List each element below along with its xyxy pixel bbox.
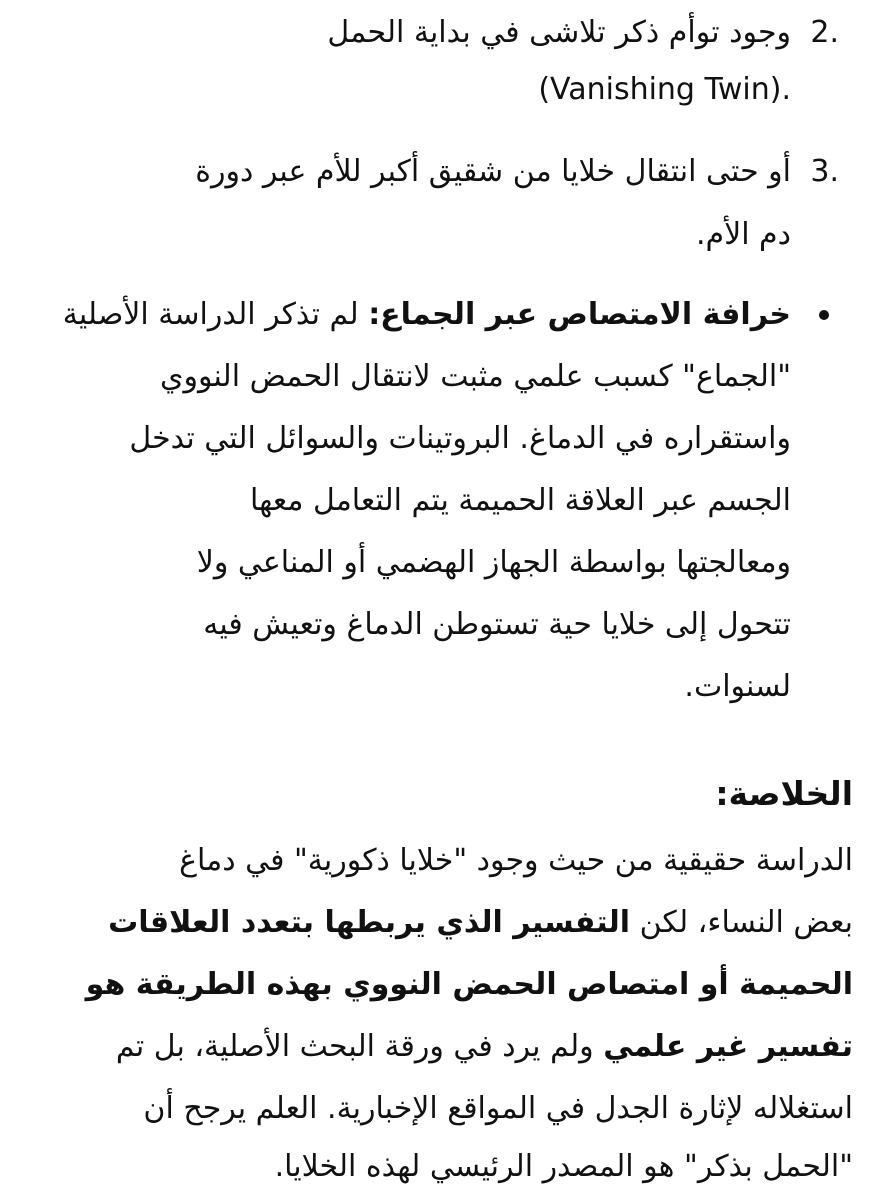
bullet-dot-icon [819, 310, 829, 320]
bullet-item-label: خرافة الامتصاص عبر الجماع: [368, 297, 791, 332]
bullet-item-line-7: لسنوات. [684, 669, 791, 704]
bullet-item-line-4: الجسم عبر العلاقة الحميمة يتم التعامل معها [249, 483, 791, 518]
conclusion-line-4-bold: تفسير غير علمي [603, 1029, 853, 1064]
list-item-2-line-2: (Vanishing Twin). [538, 72, 791, 107]
conclusion-line-4-normal: ولم يرد في ورقة البحث الأصلية، بل تم [115, 1029, 604, 1064]
list-number-3: 3. [810, 154, 839, 189]
conclusion-line-5: استغلاله لإثارة الجدل في المواقع الإخبارية. العلم يرجح أن [143, 1091, 853, 1126]
bullet-item-line-2: "الجماع" كسبب علمي مثبت لانتقال الحمض النووي [160, 359, 791, 394]
bullet-item-line-6: تتحول إلى خلايا حية تستوطن الدماغ وتعيش فيه [203, 607, 791, 642]
bullet-item-line-1 [63, 285, 791, 345]
bullet-item-line-5: ومعالجتها بواسطة الجهاز الهضمي أو المناعي ولا [196, 545, 791, 580]
conclusion-line-4 [116, 1017, 853, 1077]
conclusion-line-2-bold: التفسير الذي يربطها بتعدد العلاقات [108, 905, 631, 940]
list-number-2: 2. [810, 15, 839, 50]
bullet-item-line-3: واستقراره في الدماغ. البروتينات والسوائل التي تدخل [129, 421, 791, 456]
conclusion-line-6: "الحمل بذكر" هو المصدر الرئيسي لهذه الخلايا. [274, 1149, 853, 1184]
conclusion-line-1: الدراسة حقيقية من حيث وجود "خلايا ذكورية" في دماغ [179, 843, 853, 878]
conclusion-line-3: الحميمة أو امتصاص الحمض النووي بهذه الطريقة هو [85, 967, 853, 1002]
list-item-3-line-2: دم الأم. [695, 217, 791, 252]
conclusion-heading: الخلاصة: [715, 774, 853, 813]
list-item-2-line-1: وجود توأم ذكر تلاشى في بداية الحمل [327, 15, 791, 50]
list-item-3-line-1: أو حتى انتقال خلايا من شقيق أكبر للأم عبر دورة [195, 154, 791, 189]
conclusion-line-2 [108, 893, 853, 953]
bullet-item-first-line: لم تذكر الدراسة الأصلية [62, 297, 369, 332]
conclusion-line-2-normal: بعض النساء، لكن [630, 905, 853, 940]
